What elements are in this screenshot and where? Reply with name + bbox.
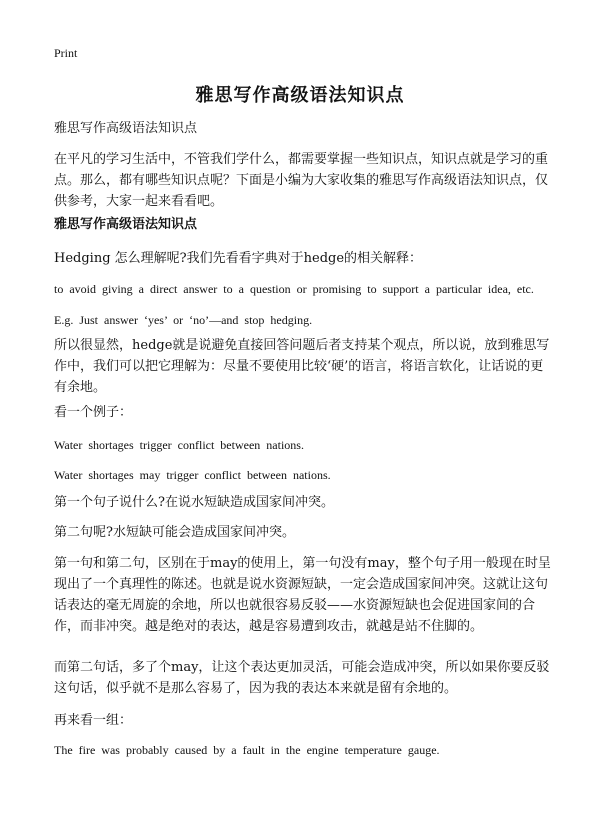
- intro-paragraph: 在平凡的学习生活中，不管我们学什么，都需要掌握一些知识点，知识点就是学习的重点。那么，都有哪些知识点呢？下面是小编为大家收集的雅思写作高级语法知识点，仅供参考，大家一起来看看吧。: [54, 152, 549, 209]
- hedging-intro: Hedging 怎么理解呢?我们先看看字典对于hedge的相关解释：: [54, 251, 423, 266]
- print-label: Print: [54, 46, 78, 60]
- sentence-three: The fire was probably caused by a fault in the engine temperature gauge.: [54, 743, 440, 757]
- second-sentence-paragraph: 而第二句话，多了个may，让这个表达更加灵活，可能会造成冲突，所以如果你要反驳这句话，似乎就不是那么容易了，因为我的表达本来就是留有余地的。: [54, 660, 550, 696]
- question-one: 第一个句子说什么?在说水短缺造成国家间冲突。: [54, 495, 334, 510]
- another-group-label: 再来看一组：: [54, 713, 133, 728]
- sentence-two: Water shortages may trigger conflict between nations.: [54, 468, 331, 482]
- explanation-paragraph: 所以很显然，hedge就是说避免直接回答问题后者支持某个观点，所以说，放到雅思写作中，我们可以把它理解为：尽量不要使用比较‘硬’的语言，将语言软化，让话说的更有余地。: [54, 338, 550, 395]
- definition-text: to avoid giving a direct answer to a question or promising to support a particular idea, etc.: [54, 282, 534, 296]
- look-example-label: 看一个例子：: [54, 405, 133, 420]
- example-text: E.g. Just answer ‘yes’ or ‘no’—and stop hedging.: [54, 313, 313, 327]
- section-heading: 雅思写作高级语法知识点: [54, 217, 198, 232]
- sentence-one: Water shortages trigger conflict between nations.: [54, 438, 304, 452]
- document-subtitle: 雅思写作高级语法知识点: [54, 121, 198, 136]
- document-title: 雅思写作高级语法知识点: [195, 85, 405, 106]
- comparison-paragraph: 第一句和第二句，区别在于may的使用上，第一句没有may，整个句子用一般现在时呈现出了一个真理性的陈述。也就是说水资源短缺，一定会造成国家间冲突。这就让这句话表达的毫无周旋的余地，所以也就很容易反驳——水资源短缺也会促进国家间的合作，而非冲突。越是绝对的表达，越是容易遭到攻击，就越是站不住脚的。: [54, 556, 551, 634]
- question-two: 第二句呢?水短缺可能会造成国家间冲突。: [54, 525, 295, 540]
